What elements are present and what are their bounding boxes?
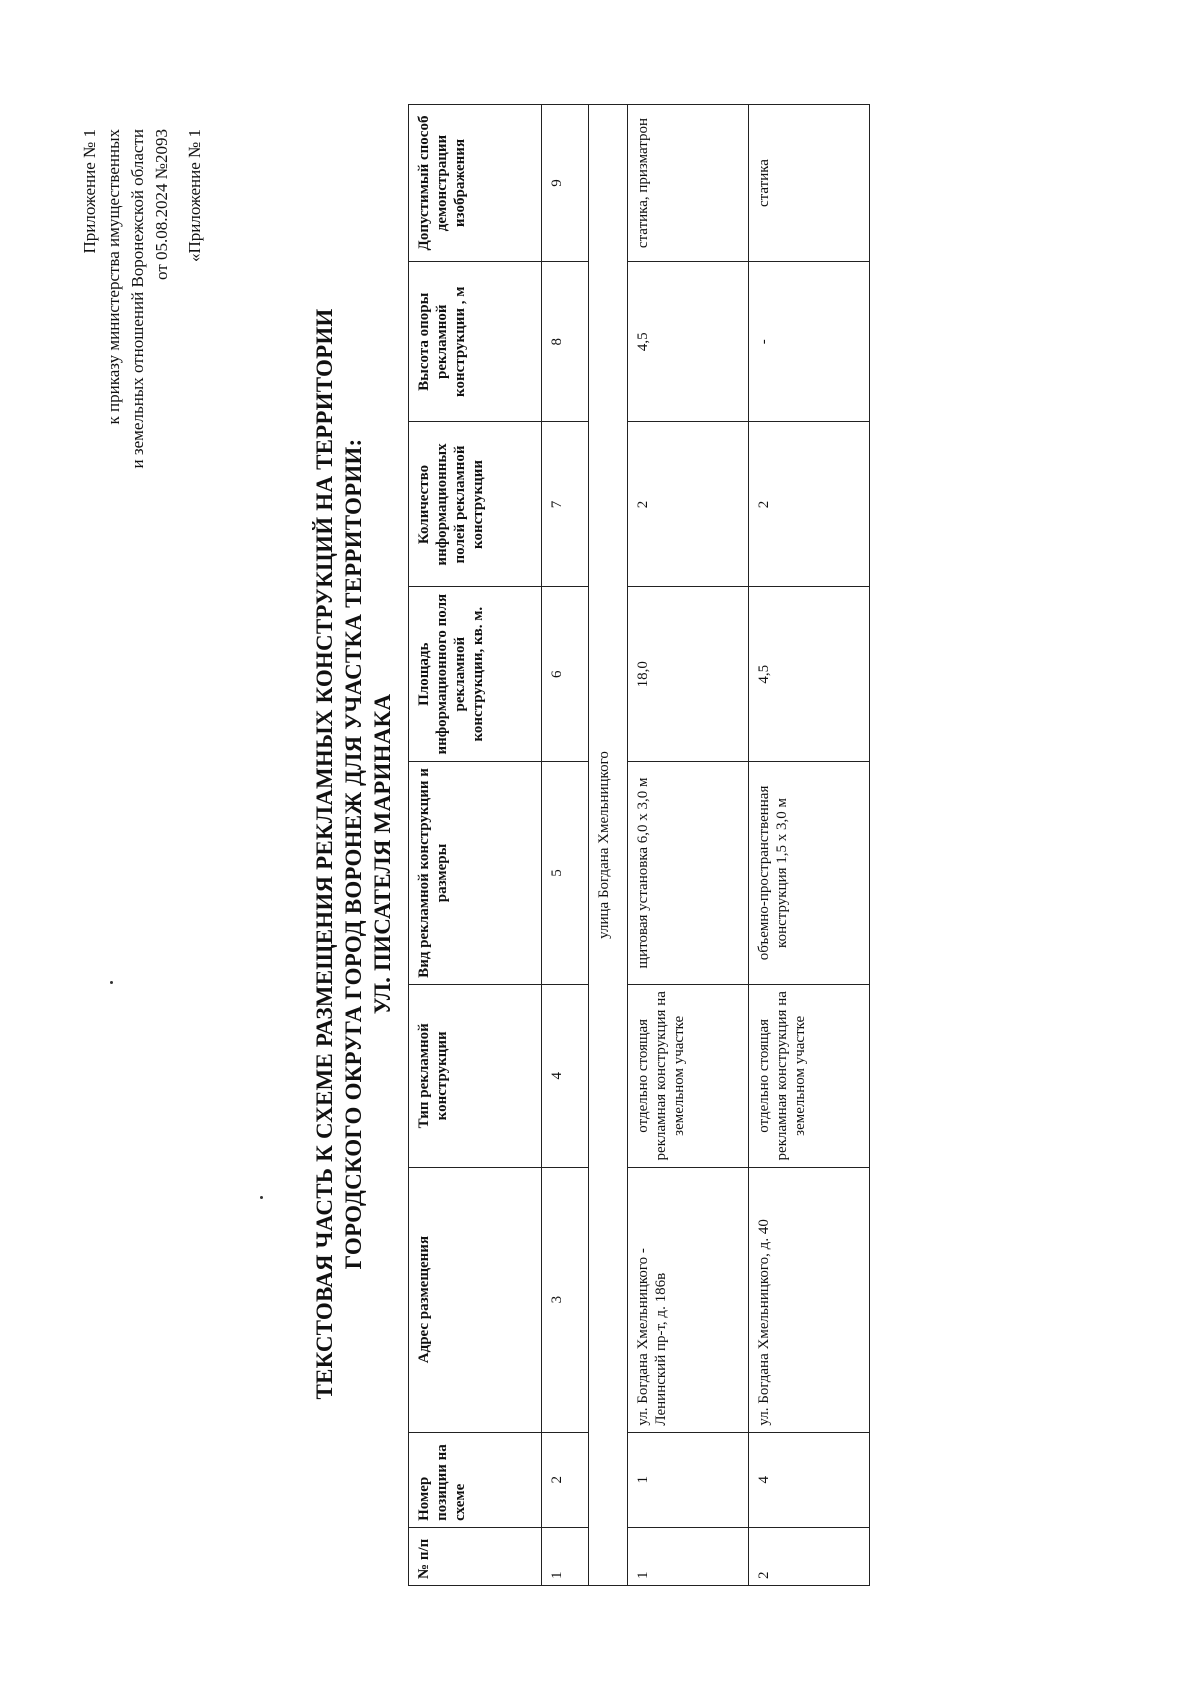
table-row: [749, 105, 870, 1586]
support-height-cell: 4,5: [628, 262, 749, 422]
area-cell: 4,5: [749, 587, 870, 761]
title-line-1: ТЕКСТОВАЯ ЧАСТЬ К СХЕМЕ РАЗМЕЩЕНИЯ РЕКЛАМНЫХ КОНСТРУКЦИЙ НА ТЕРРИТОРИИ: [312, 308, 337, 1400]
title-line-3: УЛ. ПИСАТЕЛЯ МАРИНАКА: [370, 693, 395, 1015]
column-number: 2: [542, 1432, 589, 1527]
column-number: 7: [542, 422, 589, 587]
column-number-row: [542, 105, 589, 1586]
document-title: [310, 144, 397, 1564]
header-cell: Допустимый способ демонстрации изображения: [409, 105, 542, 262]
column-number: 6: [542, 587, 589, 761]
title-line-2: ГОРОДСКОГО ОКРУГА ГОРОД ВОРОНЕЖ ДЛЯ УЧАСТКА ТЕРРИТОРИИ:: [341, 438, 366, 1270]
column-number: 9: [542, 105, 589, 262]
header-cell: Вид рекламной конструкции и размеры: [409, 761, 542, 984]
header-cell: Высота опоры рекламной конструкции , м: [409, 262, 542, 422]
address-cell: ул. Богдана Хмельницкого, д. 40: [749, 1167, 870, 1432]
header-cell: № п/п: [409, 1527, 542, 1585]
fields-count-cell: 2: [628, 422, 749, 587]
column-number: 1: [542, 1527, 589, 1585]
table-row: [628, 105, 749, 1586]
position-number: 1: [628, 1432, 749, 1527]
header-cell: Количество информационных полей рекламной конструкции: [409, 422, 542, 587]
scan-dot: [260, 1196, 263, 1199]
column-number: 5: [542, 761, 589, 984]
header-cell: Номер позиции на схеме: [409, 1432, 542, 1527]
approval-line-2: к приказу министерства имущественных: [104, 129, 123, 425]
row-number: 2: [749, 1527, 870, 1585]
header-cell: Тип рекламной конструкции: [409, 985, 542, 1168]
advertising-structures-table: [408, 104, 870, 1586]
fields-count-cell: 2: [749, 422, 870, 587]
column-number: 3: [542, 1167, 589, 1432]
row-number: 1: [628, 1527, 749, 1585]
position-number: 4: [749, 1432, 870, 1527]
kind-size-cell: объемно-пространственная конструкция 1,5 х 3,0 м: [749, 761, 870, 984]
section-label: улица Богдана Хмельницкого: [589, 105, 628, 1586]
header-row: [409, 105, 542, 1586]
approval-block: [78, 129, 174, 489]
column-number: 4: [542, 985, 589, 1168]
column-number: 8: [542, 262, 589, 422]
display-method-cell: статика, призматрон: [628, 105, 749, 262]
approval-line-1: Приложение № 1: [80, 129, 99, 254]
approval-line-3: и земельных отношений Воронежской области: [128, 129, 147, 469]
annex-label: «Приложение № 1: [185, 129, 204, 262]
support-height-cell: -: [749, 262, 870, 422]
area-cell: 18,0: [628, 587, 749, 761]
kind-size-cell: щитовая установка 6,0 х 3,0 м: [628, 761, 749, 984]
header-cell: Площадь информационного поля рекламной конструкции, кв. м.: [409, 587, 542, 761]
header-cell: Адрес размещения: [409, 1167, 542, 1432]
display-method-cell: статика: [749, 105, 870, 262]
section-row: [589, 105, 628, 1586]
type-cell: отдельно стоящая рекламная конструкция на земельном участке: [628, 985, 749, 1168]
scan-dot: [110, 981, 113, 984]
approval-line-4: от 05.08.2024 №2093: [152, 129, 171, 280]
type-cell: отдельно стоящая рекламная конструкция на земельном участке: [749, 985, 870, 1168]
address-cell: ул. Богдана Хмельницкого - Ленинский пр-т, д. 186в: [628, 1167, 749, 1432]
